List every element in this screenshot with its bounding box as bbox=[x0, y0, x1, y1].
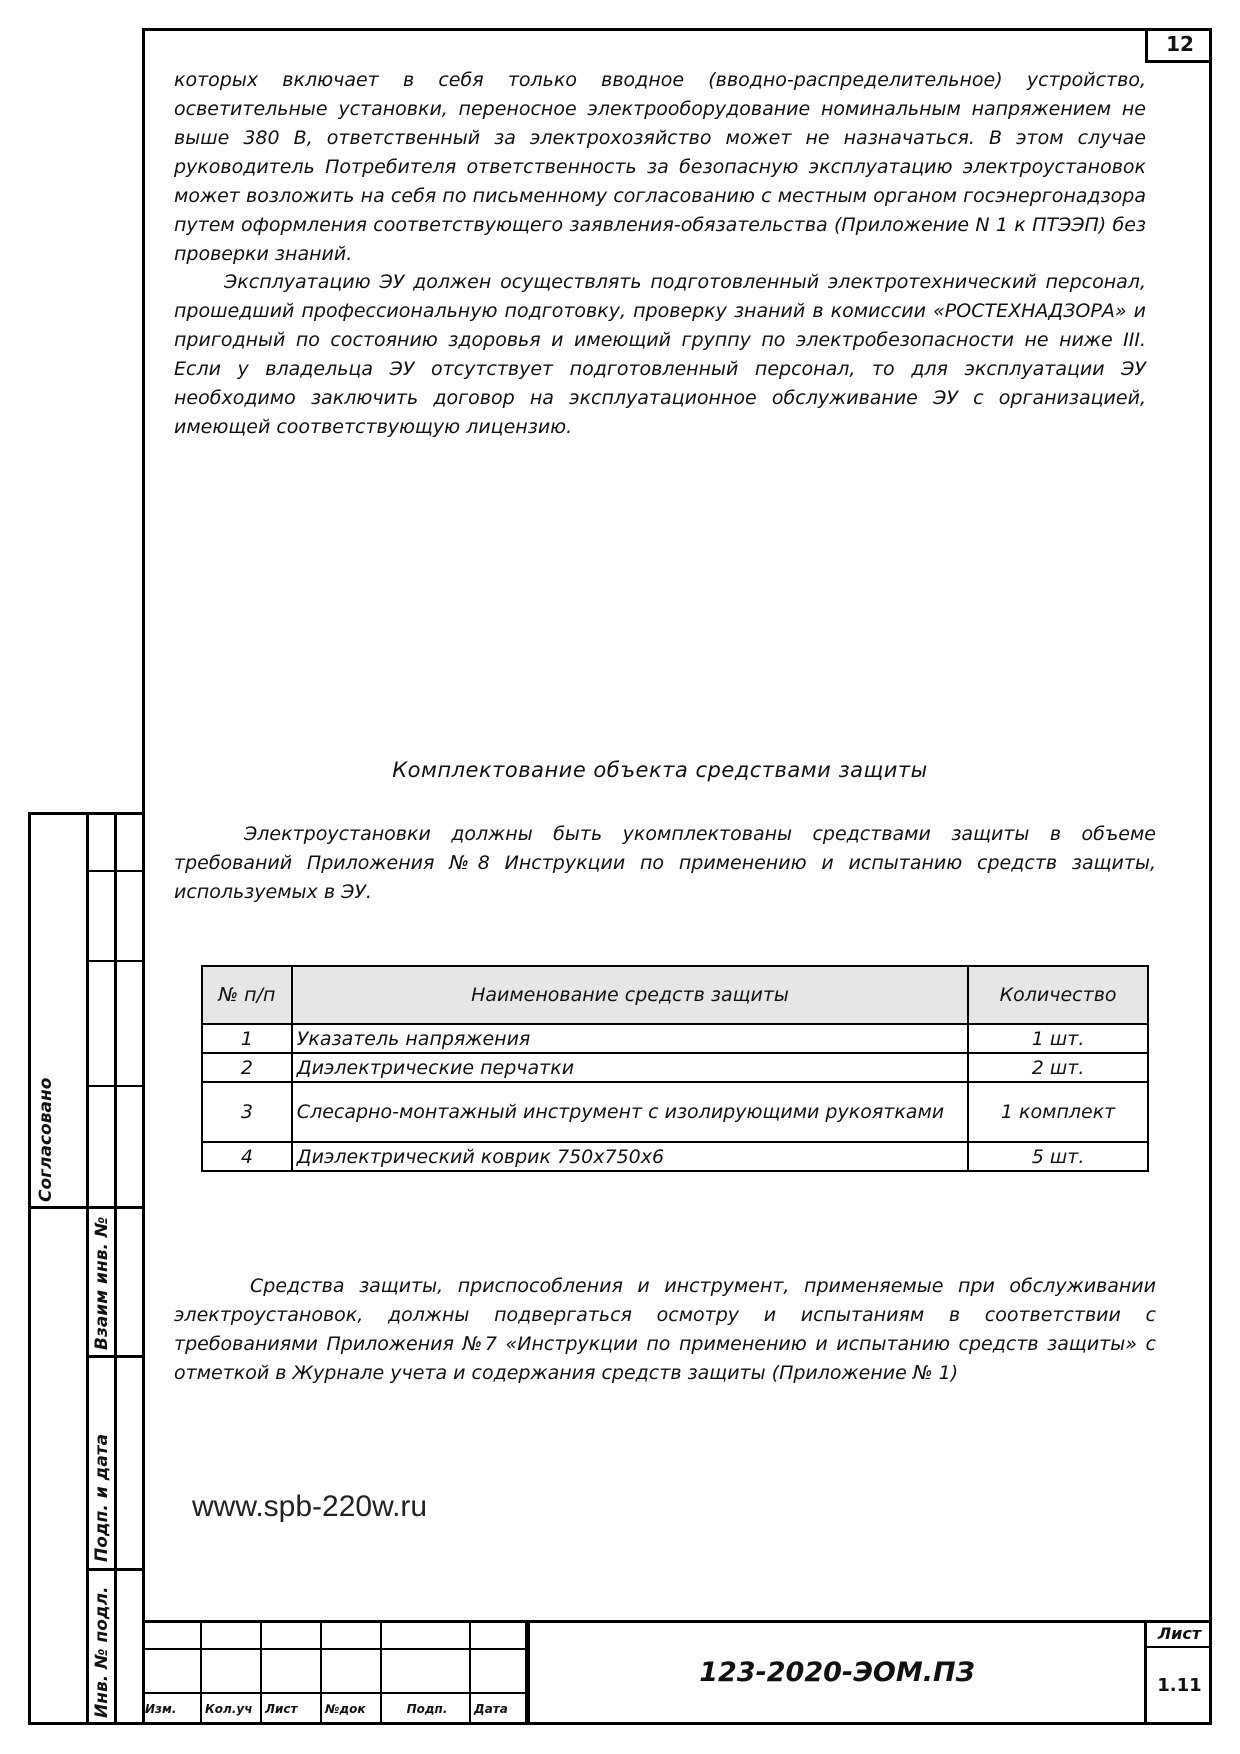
table-row bbox=[202, 1053, 1148, 1082]
table-row bbox=[202, 1082, 1148, 1142]
inv-orig-label: Инв. № подл. bbox=[92, 1586, 112, 1718]
table-cell-quantity: 1 комплект bbox=[968, 1082, 1148, 1142]
table-cell-name: Диэлектрические перчатки bbox=[292, 1053, 968, 1082]
table-cell-number: 1 bbox=[202, 1024, 292, 1053]
revision-grid bbox=[142, 1620, 527, 1725]
paragraph-equipment-requirement: Электроустановки должны быть укомплектованы средствами защиты в объеме требований Приложения №8 Инструкции по применению и испытанию средств защиты, используемых в ЭУ. bbox=[174, 823, 1156, 903]
col-ndok: №док bbox=[322, 1694, 382, 1725]
table-cell-quantity: 1 шт. bbox=[968, 1024, 1148, 1053]
section-heading: Комплектование объекта средствами защиты bbox=[392, 758, 928, 782]
margin-strip bbox=[28, 812, 142, 1725]
approved-label: Согласовано bbox=[36, 1077, 56, 1202]
sheet-number: 1.11 bbox=[1157, 1675, 1202, 1696]
table-header-quantity: Количество bbox=[968, 966, 1148, 1024]
col-data: Дата bbox=[471, 1694, 527, 1725]
col-podp: Подп. bbox=[382, 1694, 471, 1725]
table-header-name: Наименование средств защиты bbox=[292, 966, 968, 1024]
table-cell-quantity: 5 шт. bbox=[968, 1142, 1148, 1171]
protective-equipment-table bbox=[201, 965, 1149, 1172]
table-row bbox=[202, 1142, 1148, 1171]
table-header-number: № п/п bbox=[202, 966, 292, 1024]
table-row bbox=[202, 1024, 1148, 1053]
table-cell-number: 2 bbox=[202, 1053, 292, 1082]
paragraph-responsibility: которых включает в себя только вводное (вводно-распределительное) устройство, осветительные установки, переносное электрооборудование номинальным напряжением не выше 380 В, ответственный за электрохозяйство может не назначаться. В этом случае руководитель Потребителя ответственность за безопасную эксплуатацию электроустановок может возложить на себя по письменному согласованию с местным органом госэнергонадзора путем оформления соответствующего заявления-обязательства (Приложение N 1 к ПТЭЭП) без проверки знаний. bbox=[174, 69, 1146, 265]
page-number: 12 bbox=[1145, 28, 1212, 63]
table-cell-name: Слесарно-монтажный инструмент с изолирующими рукоятками bbox=[292, 1082, 968, 1142]
paragraph-testing: Средства защиты, приспособления и инструмент, применяемые при обслуживании электроустановок, должны подвергаться осмотру и испытаниям в соответствии с требованиями Приложения №7 «Инструкции по применению и испытанию средств защиты» с отметкой в Журнале учета и содержания средств защиты (Приложение № 1) bbox=[174, 1275, 1156, 1384]
col-kol-uch: Кол.уч bbox=[202, 1694, 262, 1725]
table-cell-number: 4 bbox=[202, 1142, 292, 1171]
website-link[interactable]: www.spb-220w.ru bbox=[192, 1490, 428, 1523]
col-izm: Изм. bbox=[142, 1694, 202, 1725]
table-header-row bbox=[202, 966, 1148, 1024]
table-cell-quantity: 2 шт. bbox=[968, 1053, 1148, 1082]
paragraph-operation-personnel: Эксплуатацию ЭУ должен осуществлять подготовленный электротехнический персонал, прошедший профессиональную подготовку, проверку знаний в комиссии «РОСТЕХНАДЗОРА» и пригодный по состоянию здоровья и имеющий группу по электробезопасности не ниже III. Если у владельца ЭУ отсутствует подготовленный персонал, то для эксплуатации ЭУ необходимо заключить договор на эксплуатационное обслуживание ЭУ с организацией, имеющей соответствующую лицензию. bbox=[174, 271, 1146, 438]
table-cell-name: Диэлектрический коврик 750х750х6 bbox=[292, 1142, 968, 1171]
mutual-inv-label: Взаим инв. № bbox=[92, 1216, 112, 1350]
table-cell-number: 3 bbox=[202, 1082, 292, 1142]
sign-date-label: Подп. и дата bbox=[92, 1433, 112, 1562]
sheet-label: Лист bbox=[1147, 1620, 1212, 1648]
table-cell-name: Указатель напряжения bbox=[292, 1024, 968, 1053]
col-list: Лист bbox=[262, 1694, 322, 1725]
sheet-box bbox=[1144, 1620, 1212, 1725]
document-code: 123-2020-ЭОМ.ПЗ bbox=[527, 1620, 1144, 1725]
